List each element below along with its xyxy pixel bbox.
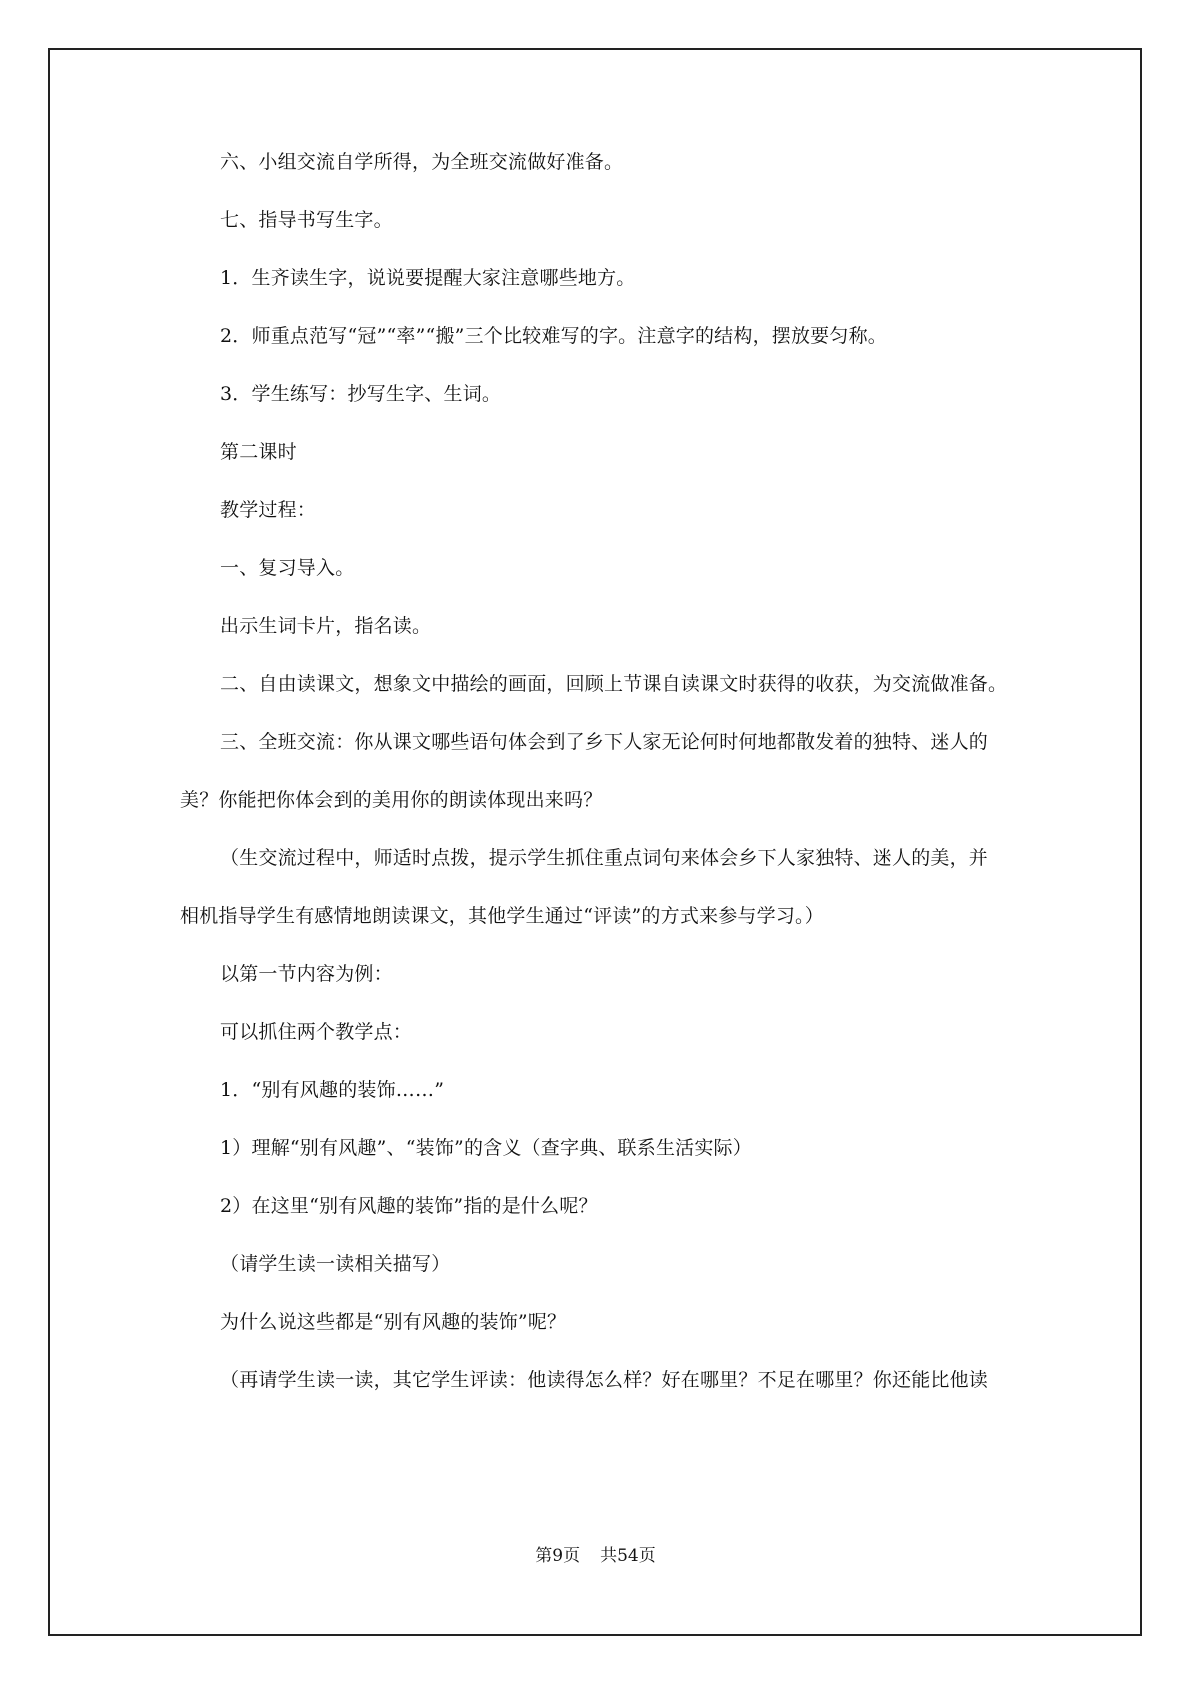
page-number: 第9页: [535, 1546, 581, 1566]
paragraph: 教学过程：: [220, 499, 317, 521]
paragraph: 2）在这里“别有风趣的装饰”指的是什么呢？: [220, 1195, 598, 1217]
paragraph: 一、复习导入。: [220, 557, 355, 579]
paragraph: 2．师重点范写“冠”“率”“搬”三个比较难写的字。注意字的结构，摆放要匀称。: [220, 325, 887, 347]
paragraph: 3．学生练写：抄写生字、生词。: [220, 383, 502, 405]
paragraph: 六、小组交流自学所得，为全班交流做好准备。: [220, 151, 624, 173]
paragraph: 1．“别有风趣的装饰……”: [220, 1079, 445, 1101]
paragraph: 1．生齐读生字，说说要提醒大家注意哪些地方。: [220, 267, 636, 289]
paragraph: 为什么说这些都是“别有风趣的装饰”呢？: [220, 1311, 567, 1333]
paragraph: 1）理解“别有风趣”、“装饰”的含义（查字典、联系生活实际）: [220, 1137, 752, 1159]
paragraph: （生交流过程中，师适时点拨，提示学生抓住重点词句来体会乡下人家独特、迷人的美，并: [220, 847, 989, 869]
paragraph: 可以抓住两个教学点：: [220, 1021, 413, 1043]
paragraph-continuation: 美？你能把你体会到的美用你的朗读体现出来吗？: [180, 789, 603, 811]
paragraph-continuation: 相机指导学生有感情地朗读课文，其他学生通过“评读”的方式来参与学习。）: [180, 905, 824, 927]
paragraph: 以第一节内容为例：: [220, 963, 393, 985]
section-heading: 第二课时: [220, 441, 297, 463]
paragraph: 出示生词卡片，指名读。: [220, 615, 432, 637]
page-footer: [0, 1545, 1191, 1567]
paragraph: （请学生读一读相关描写）: [220, 1253, 451, 1275]
paragraph: 三、全班交流：你从课文哪些语句体会到了乡下人家无论何时何地都散发着的独特、迷人的: [220, 731, 989, 753]
paragraph: 二、自由读课文，想象文中描绘的画面，回顾上节课自读课文时获得的收获，为交流做准备。: [220, 673, 1008, 695]
paragraph: 七、指导书写生字。: [220, 209, 393, 231]
page-total: 共54页: [600, 1546, 656, 1566]
paragraph: （再请学生读一读，其它学生评读：他读得怎么样？好在哪里？不足在哪里？你还能比他读: [220, 1369, 989, 1391]
